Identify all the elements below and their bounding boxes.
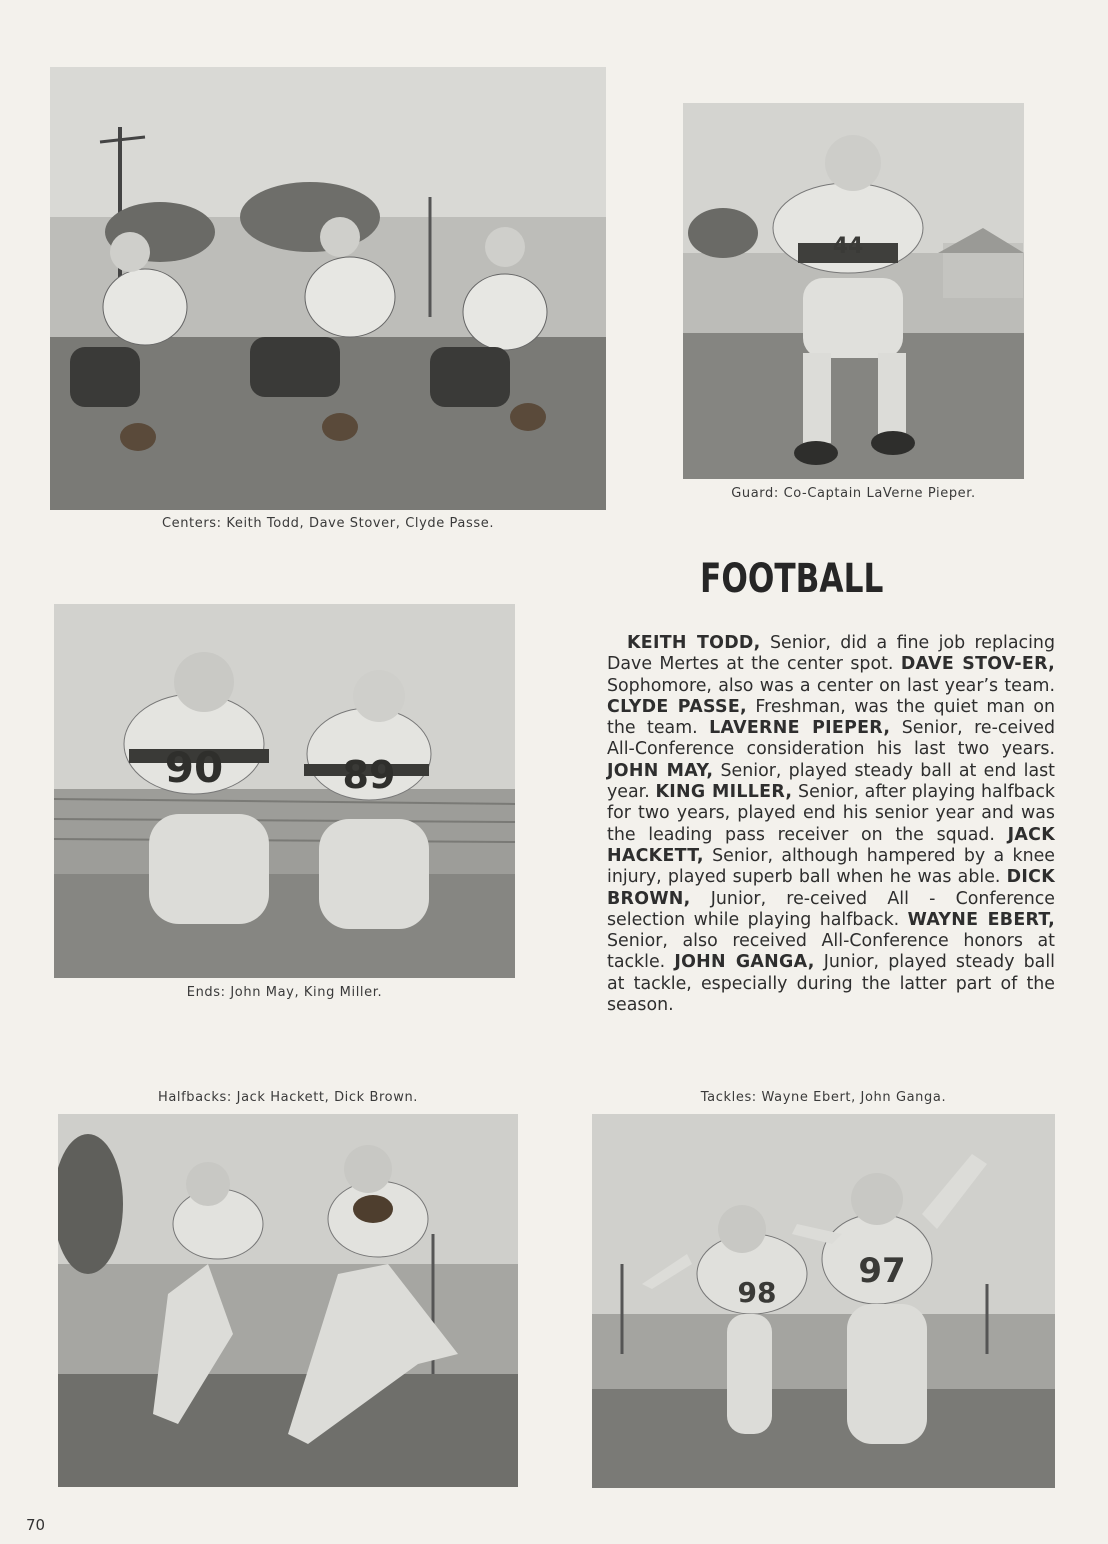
story-text <box>607 633 1055 1016</box>
player-name: LAVERNE PIEPER, <box>709 718 891 739</box>
photo-ends-image <box>54 604 515 978</box>
player-name: KING MILLER, <box>655 782 793 803</box>
caption-ends: Ends: John May, King Miller. <box>186 985 383 1000</box>
player-note: Junior, played steady ball at tackle, especially during the latter part of the season. <box>607 952 1055 1016</box>
player-name: WAYNE EBERT, <box>907 909 1055 930</box>
photo-halfbacks-image <box>58 1114 518 1487</box>
player-note: Senior, after playing halfback for two years, played end his senior year and was the leading pass receiver on the squad. <box>607 782 1055 845</box>
story-entry-miller <box>607 782 1055 845</box>
tackles-left-jersey-number: 98 <box>737 1276 777 1309</box>
player-name: CLYDE PASSE, <box>607 696 747 717</box>
photo-tackles <box>592 1114 1055 1488</box>
player-note: Senior, also received All-Conference honors at tackle. <box>607 931 1055 973</box>
photo-halfbacks <box>58 1114 518 1487</box>
caption-guard: Guard: Co-Captain LaVerne Pieper. <box>731 486 976 501</box>
photo-centers-image <box>50 67 606 510</box>
story-entry-ganga <box>607 952 1055 1015</box>
player-note: Junior, re-ceived All - Conference selection while playing halfback. <box>607 888 1055 930</box>
ends-left-jersey-number: 90 <box>164 743 224 792</box>
ends-right-jersey-number: 89 <box>342 753 396 797</box>
photo-ends <box>54 604 515 978</box>
page-title: FOOTBALL <box>700 556 884 602</box>
guard-jersey-number: 44 <box>832 234 864 259</box>
photo-centers <box>50 67 606 510</box>
player-name: DAVE STOV-ER, <box>900 654 1055 675</box>
player-name: DICK BROWN, <box>607 867 1055 909</box>
player-note: Freshman, was the quiet man on the team. <box>607 696 1056 739</box>
player-note: Senior, although hampered by a knee injury, played superb ball when he was able. <box>607 845 1055 888</box>
page-number: 70 <box>26 1516 46 1534</box>
photo-tackles-image <box>592 1114 1055 1488</box>
photo-guard <box>683 103 1024 479</box>
player-name: JOHN GANGA, <box>674 952 815 973</box>
player-note: Senior, did a fine job replacing Dave Mertes at the center spot. <box>607 633 1055 675</box>
caption-halfbacks: Halfbacks: Jack Hackett, Dick Brown. <box>157 1090 419 1105</box>
player-note: Senior, played steady ball at end last year. <box>607 760 1055 803</box>
player-note: Senior, re-ceived All-Conference consideration his last two years. <box>607 718 1055 760</box>
player-name: KEITH TODD, <box>627 633 761 653</box>
photo-guard-image <box>683 103 1024 479</box>
tackles-right-jersey-number: 97 <box>858 1251 906 1291</box>
player-name: JACK HACKETT, <box>607 824 1055 866</box>
caption-centers: Centers: Keith Todd, Dave Stover, Clyde Passe. <box>161 516 495 531</box>
player-note: Sophomore, also was a center on last year’s team. <box>607 675 1055 696</box>
player-name: JOHN MAY, <box>607 760 714 781</box>
caption-tackles: Tackles: Wayne Ebert, John Ganga. <box>700 1090 947 1105</box>
